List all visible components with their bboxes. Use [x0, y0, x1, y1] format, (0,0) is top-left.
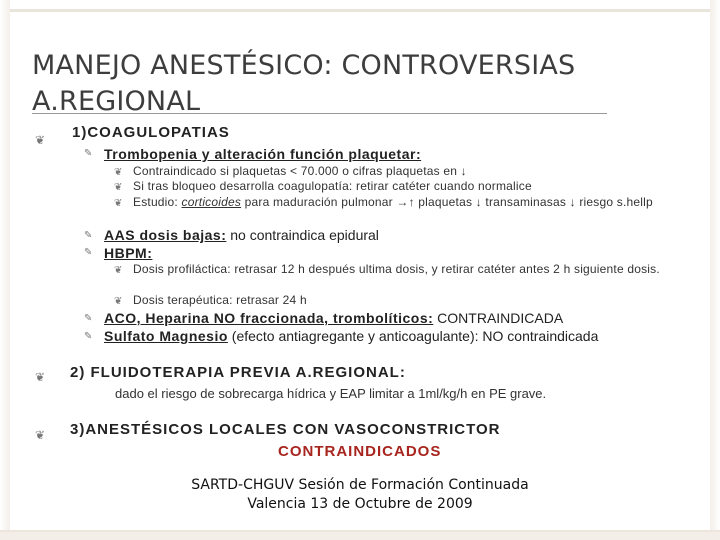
footer-line-2: Valencia 13 de Octubre de 2009	[247, 496, 473, 512]
sulfato-line: Sulfato Magnesio (efecto antiagregante y anticoagulante): NO contraindicada	[104, 328, 599, 344]
slide-frame-right	[710, 0, 720, 540]
section-heading-anestesicos: 3)ANESTÉSICOS LOCALES CON VASOCONSTRICTOR	[70, 421, 501, 438]
footer-line-1: SARTD-CHGUV Sesión de Formación Continuada	[191, 477, 529, 493]
title-divider	[32, 113, 607, 114]
slide-frame-left	[0, 0, 10, 540]
subheading-trombopenia: Trombopenia y alteración función plaquetar:	[104, 146, 422, 162]
section-heading-fluidoterapia: 2) FLUIDOTERAPIA PREVIA A.REGIONAL:	[70, 364, 406, 381]
slide-frame-top	[0, 0, 720, 12]
slide-frame-bottom	[0, 530, 720, 540]
pen-nib-bullet-icon: ✎	[84, 331, 93, 342]
title-line-1: MANEJO ANESTÉSICO: CONTROVERSIAS	[32, 50, 576, 81]
hbpm-line: HBPM:	[104, 245, 153, 261]
small-fleuron-bullet-icon: ❦	[114, 198, 123, 209]
slide-title	[32, 48, 692, 120]
pen-nib-bullet-icon: ✎	[84, 247, 93, 258]
small-fleuron-bullet-icon: ❦	[114, 182, 123, 193]
small-fleuron-bullet-icon: ❦	[114, 296, 123, 307]
small-fleuron-bullet-icon: ❦	[114, 167, 123, 178]
fleuron-bullet-icon: ❦	[35, 370, 46, 384]
fluidoterapia-text: dado el riesgo de sobrecarga hídrica y EAP limitar a 1ml/kg/h en PE grave.	[115, 386, 547, 401]
trombo-item-2: Si tras bloqueo desarrolla coagulopatía: retirar catéter cuando normalice	[133, 179, 532, 193]
title-line-2: A.REGIONAL	[32, 86, 201, 117]
section-heading-contraindicados: CONTRAINDICADOS	[278, 443, 442, 460]
section-heading-coagulopatias: 1)COAGULOPATIAS	[72, 124, 230, 141]
small-fleuron-bullet-icon: ❦	[114, 265, 123, 276]
pen-nib-bullet-icon: ✎	[84, 230, 93, 241]
aas-line: AAS dosis bajas: no contraindica epidural	[104, 227, 379, 243]
trombo-item-3: Estudio: corticoides para maduración pulmonar →↑ plaquetas ↓ transaminasas ↓ riesgo s.hellp	[133, 195, 653, 209]
pen-nib-bullet-icon: ✎	[84, 148, 93, 159]
trombo-item-1: Contraindicado si plaquetas < 70.000 o cifras plaquetas en ↓	[133, 164, 467, 178]
aco-line: ACO, Heparina NO fraccionada, trombolíticos: CONTRAINDICADA	[104, 310, 564, 326]
fleuron-bullet-icon: ❦	[35, 428, 46, 442]
hbpm-item-2: Dosis terapéutica: retrasar 24 h	[133, 293, 307, 307]
fleuron-bullet-icon: ❦	[35, 133, 46, 147]
hbpm-item-1: Dosis profiláctica: retrasar 12 h después ultima dosis, y retirar catéter antes 2 h siguiente dosis.	[133, 262, 660, 276]
pen-nib-bullet-icon: ✎	[84, 313, 93, 324]
